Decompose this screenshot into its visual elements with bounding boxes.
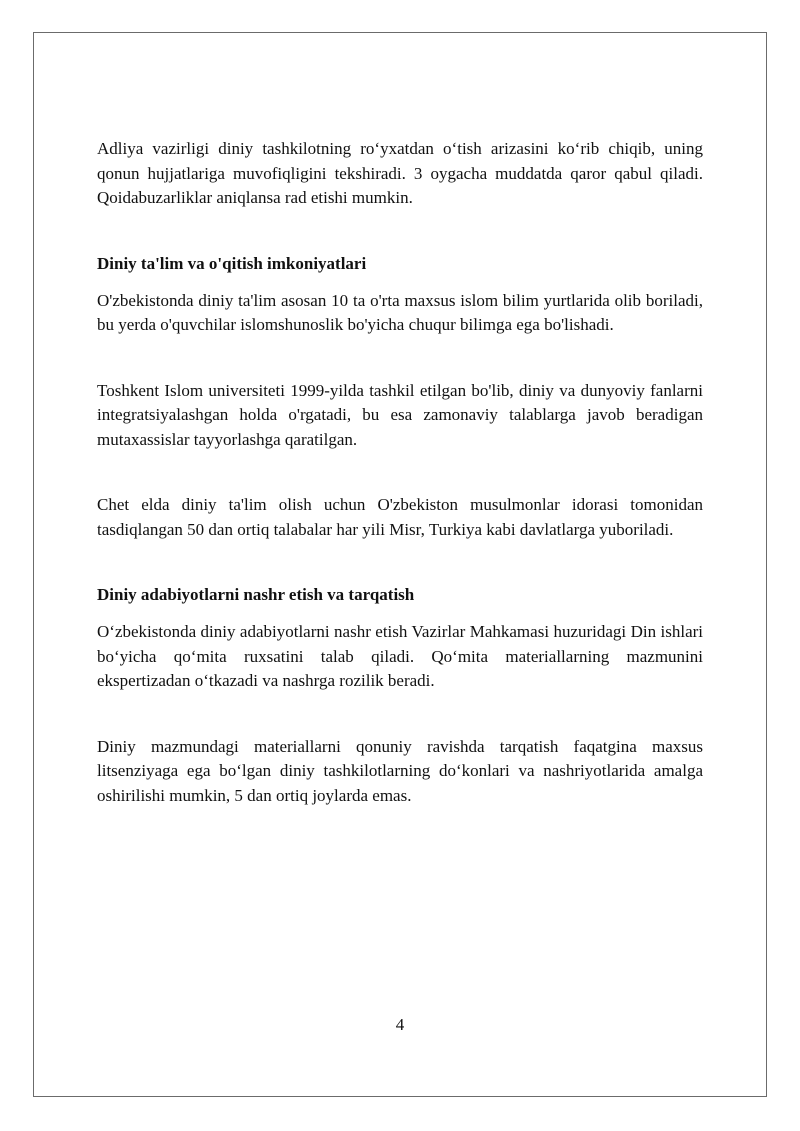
paragraph-tashkent-islamic-university: Toshkent Islom universiteti 1999-yilda tashkil etilgan bo'lib, diniy va dunyoviy fanlarni integratsiyalashgan holda o'rgatadi, bu esa zamonaviy talablarga javob beradigan mutaxassislar tayyorlashga qaratilgan. [97, 380, 703, 449]
paragraph-madrasa-education: O'zbekistonda diniy ta'lim asosan 10 ta o'rta maxsus islom bilim yurtlarida olib boriladi, bu yerda o'quvchilar islomshunoslik bo'yicha chuqur bilimga ega bo'lishadi. [97, 290, 703, 334]
paragraph-publishing-permission: O‘zbekistonda diniy adabiyotlarni nashr etish Vazirlar Mahkamasi huzuridagi Din ishlari bo‘yicha qo‘mita ruxsatini talab qiladi. Qo‘mita materiallarning mazmunini ekspertizadan o‘tkazadi va nashrga rozilik beradi. [97, 622, 703, 690]
paragraph-distribution-license: Diniy mazmundagi materiallarni qonuniy ravishda tarqatish faqatgina maxsus litsenziyaga ega bo‘lgan diniy tashkilotlarning do‘konlari va nashriyotlarida amalga oshirilishi mumkin, 5 dan ortiq joylarda emas. [97, 736, 703, 805]
heading-religious-literature: Diniy adabiyotlarni nashr etish va tarqatish [97, 585, 415, 604]
paragraph-registration-review: Adliya vazirligi diniy tashkilotning ro‘yxatdan o‘tish arizasini ko‘rib chiqib, uning qonun hujjatlariga muvofiqligini tekshiradi. 3 oygacha muddatda qaror qabul qiladi. Qoidabuzarliklar aniqlansa rad etishi mumkin. [97, 139, 703, 207]
paragraph-study-abroad: Chet elda diniy ta'lim olish uchun O'zbekiston musulmonlar idorasi tomonidan tasdiqlangan 50 dan ortiq talabalar har yili Misr, Turkiya kabi davlatlarga yuboriladi. [97, 495, 703, 539]
page-content [97, 137, 703, 808]
page-number: 4 [395, 1015, 405, 1034]
heading-religious-education: Diniy ta'lim va o'qitish imkoniyatlari [97, 253, 367, 273]
